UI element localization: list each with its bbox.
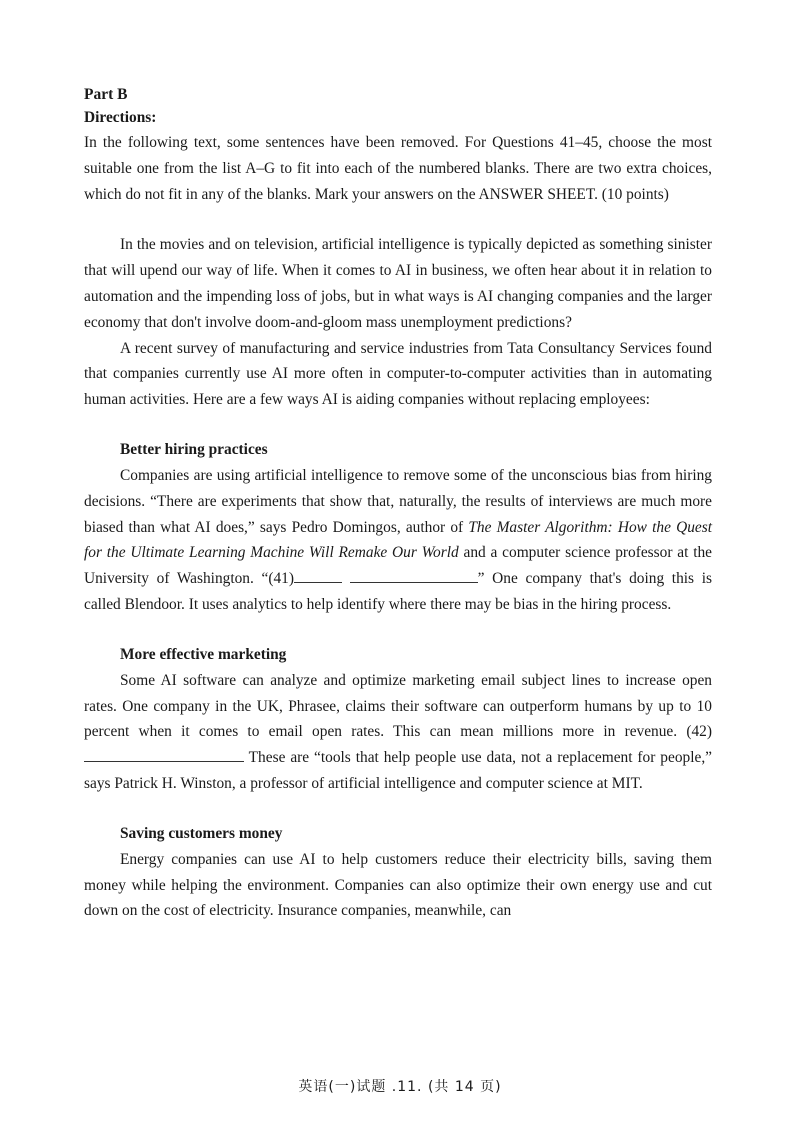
hiring-text-before-title: Companies are using artificial intelligence to remove some of the unconscious bias from hiring decisions. “There are experiments that show that, naturally, the results of interviews are much more biased than what AI does,” says Pedro Domingos, author of (84, 466, 712, 536)
hiring-paragraph (84, 463, 712, 618)
spacer (84, 618, 712, 642)
directions-label: Directions: (84, 109, 157, 126)
intro-paragraph-1: In the movies and on television, artificial intelligence is typically depicted as something sinister that will upend our way of life. When it comes to AI in business, we often hear about it in relation to automation and the impending loss of jobs, but in what ways is AI changing companies and the larger economy that don't involve doom-and-gloom mass unemployment predictions? (84, 236, 712, 331)
answer-blank-42 (84, 745, 244, 762)
page-footer: 英语(一)试题 .11. (共 14 页) (298, 1079, 502, 1095)
page-content (84, 84, 712, 924)
marketing-text-after-blank: These are “tools that help people use data, not a replacement for people,” says Patrick H. Winston, a professor of artificial intelligence and computer science at MIT. (84, 749, 712, 792)
answer-blank-41 (294, 566, 342, 583)
intro-paragraph-2: A recent survey of manufacturing and service industries from Tata Consultancy Services found that companies currently use AI more often in computer-to-computer activities than in automating human activities. Here are a few ways AI is aiding companies without replacing employees: (84, 339, 712, 409)
spacer (84, 207, 712, 232)
saving-paragraph: Energy companies can use AI to help customers reduce their electricity bills, saving them money while helping the environment. Companies can also optimize their own energy use and cut down on the cost of electricity. Insurance companies, meanwhile, can (84, 850, 712, 920)
answer-blank-41-continued (350, 566, 478, 583)
directions-text: In the following text, some sentences have been removed. For Questions 41–45, choose the most suitable one from the list A–G to fit into each of the numbered blanks. There are two extra choices, which do not fit in any of the blanks. Mark your answers on the ANSWER SHEET. (10 points) (84, 134, 712, 203)
marketing-paragraph (84, 668, 712, 797)
section-heading-saving: Saving customers money (120, 824, 283, 842)
section-heading-marketing: More effective marketing (120, 645, 287, 663)
book-title: The Master Algorithm: How the Quest for the Ultimate Learning Machine Will Remake Our World (84, 518, 712, 562)
part-title: Part B (84, 86, 128, 103)
hiring-text-after-blank: ” One company that's doing this is called Blendoor. It uses analytics to help identify where there may be bias in the hiring process. (84, 570, 712, 613)
spacer (84, 413, 712, 437)
hiring-text-after-title: and a computer science professor at the University of Washington. “(41) (84, 544, 712, 588)
marketing-text-before-blank: Some AI software can analyze and optimize marketing email subject lines to increase open rates. One company in the UK, Phrasee, claims their software can outperform humans by up to 10 percent when it comes to email open rates. This can mean millions more in revenue. (42) (84, 671, 712, 741)
section-heading-hiring: Better hiring practices (120, 440, 268, 458)
spacer (84, 797, 712, 821)
